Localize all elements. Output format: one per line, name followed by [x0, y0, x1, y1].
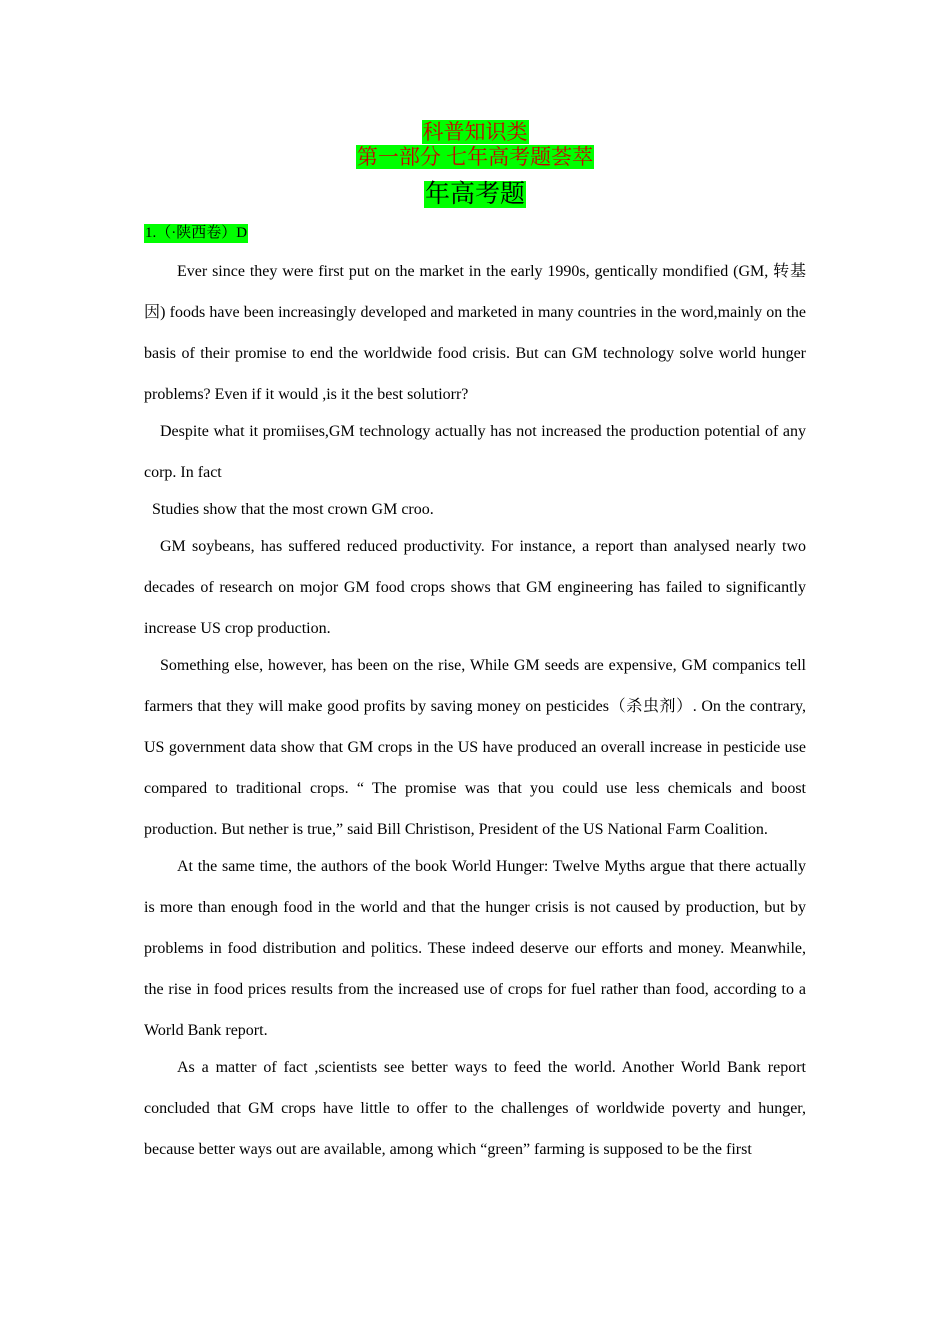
- paragraph: GM soybeans, has suffered reduced productivity. For instance, a report than analysed nearly two decades of research on mojor GM food crops shows that GM engineering has failed to significantly increase US crop production.: [144, 538, 806, 637]
- year-title: 年高考题: [424, 181, 525, 208]
- paragraph: Despite what it promiises,GM technology actually has not increased the production potential of any corp. In fact: [144, 423, 806, 481]
- section-title: 第一部分 七年高考题荟萃: [356, 145, 594, 169]
- category-title: 科普知识类: [422, 120, 528, 144]
- paragraph: Studies show that the most crown GM croo.: [152, 501, 434, 518]
- paragraph: As a matter of fact ,scientists see better ways to feed the world. Another World Bank report concluded that GM crops have little to offer to the challenges of worldwide poverty and hunger, because better ways out are available, among which “green” farming is supposed to be the first: [144, 1059, 806, 1158]
- paragraph: Ever since they were first put on the market in the early 1990s, gentically mondified (GM, 转基因) foods have been increasingly developed and marketed in many countries in the word,mainly on the basis of their promise to end the worldwide food crisis. But can GM technology solve world hunger problems? Even if it would ,is it the best solutiorr?: [144, 263, 806, 403]
- paragraph: Something else, however, has been on the rise, While GM seeds are expensive, GM companics tell farmers that they will make good profits by saving money on pesticides（杀虫剂）. On the contrary, US government data show that GM crops in the US have produced an overall increase in pesticide use compared to traditional crops. “ The promise was that you could use less chemicals and boost production. But nether is true,” said Bill Christison, President of the US National Farm Coalition.: [144, 657, 806, 838]
- title-block: [0, 120, 950, 210]
- question-number: 1.（·陕西卷）D: [145, 225, 248, 241]
- passage: [144, 251, 806, 1166]
- paragraph: At the same time, the authors of the book World Hunger: Twelve Myths argue that there actually is more than enough food in the world and that the hunger crisis is not caused by production, but by problems in food distribution and politics. These indeed deserve our efforts and money. Meanwhile, the rise in food prices results from the increased use of crops for fuel rather than food, according to a World Bank report.: [144, 858, 806, 1039]
